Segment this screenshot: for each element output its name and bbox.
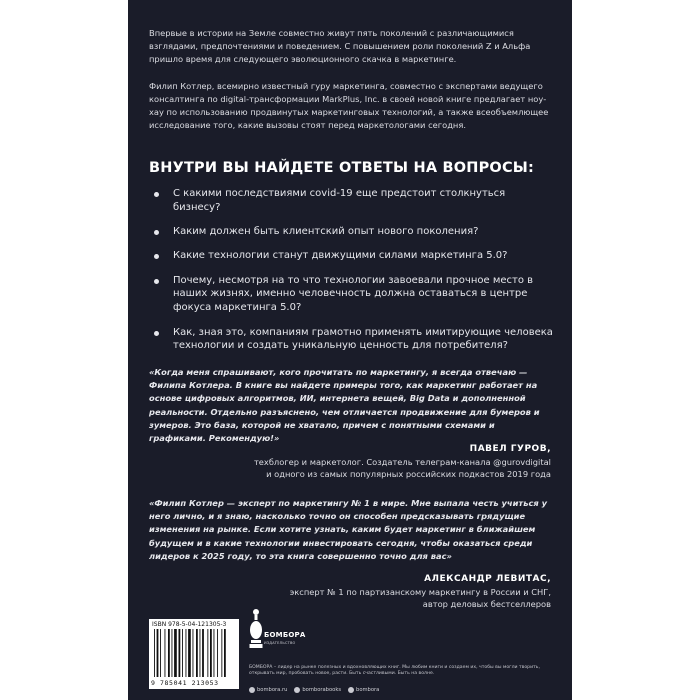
book-back-cover [128,0,572,700]
social-label: bombora [356,687,380,693]
social-website[interactable] [249,687,287,693]
questions-title: ВНУТРИ ВЫ НАЙДЕТЕ ОТВЕТЫ НА ВОПРОСЫ: [149,160,535,176]
question-item [154,225,554,239]
social-label: bomborabooks [302,687,342,693]
questions-list [154,187,554,364]
globe-icon [249,687,255,693]
social-vk[interactable] [294,687,341,693]
barcode-number: 9 785041 213053 [151,679,219,687]
bullet-icon [154,331,159,336]
bullet-icon [154,254,159,259]
review-author [149,573,551,611]
bullet-icon [154,230,159,235]
question-item [154,249,554,263]
social-instagram[interactable] [348,687,379,693]
author-name: АЛЕКСАНДР ЛЕВИТАС, [424,574,551,584]
barcode-bars [153,629,235,679]
publisher-socials [249,687,379,693]
intro-text [149,27,551,145]
bullet-icon [154,279,159,284]
author-role: эксперт № 1 по партизанскому маркетингу в России и СНГ, [289,586,551,597]
review-quote: «Филип Котлер — эксперт по маркетингу № 1 в мире. Мне выпала честь учиться у него лично, и я знаю, насколько точно он способен предсказывать грядущие изменения на рынке. Если хотите узнать, каким будет маркетинг в ближайшем будущем и в какие технологии инвестировать сегодня, чтобы оказаться среди лидеров к 2025 году, то эта книга совершенно точно для вас» [149,498,548,561]
question-item [154,326,554,354]
author-role: автор деловых бестселлеров [422,599,551,609]
bomb-logo-icon [249,606,263,652]
social-label: bombora.ru [257,687,288,693]
question-item [154,187,554,215]
question-text: Какие технологии станут движущими силами маркетинга 5.0? [173,250,508,262]
isbn-barcode [149,619,239,689]
intro-paragraph: Впервые в истории на Земле совместно живут пять поколений с различающимися взглядами, предпочтениями и поведением. С повышением роли поколений Z и Альфа пришло время для следующего эволюционного скачка в маркетинге. [149,28,531,65]
question-text: Как, зная это, компаниям грамотно применять имитирующие человека технологии и создать уникальную ценность для потребителя? [173,326,553,352]
review-quote: «Когда меня спрашивают, кого прочитать по маркетингу, я всегда отвечаю — Филипа Котлера. В книге вы найдете примеры того, как маркетинг работает на основе цифровых алгоритмов, ИИ, интернета вещей, Big Data и дополненной реальности. Отдельно разъяснено, чем отличается продвижение для бумеров и зумеров. Это база, которой не хватало, причем с понятными схемами и графиками. Рекомендую!» [149,367,540,444]
question-text: С какими последствиями covid-19 еще предстоит столкнуться бизнесу? [173,188,506,213]
question-item [154,274,554,315]
intro-paragraph: Филип Котлер, всемирно известный гуру маркетинга, совместно с экспертами ведущего консалтинга по digital-трансформации MarkPlus, Inc. в своей новой книге предлагает ноу-хау по использованию продвинутых маркетинговых технологий, а также всеобъемлющее исследование того, какие вызовы стоят перед маркетологами сегодня. [149,80,549,131]
publisher-blurb: БОМБОРА – лидер на рынке полезных и вдохновляющих книг. Мы любим книги и создаем их, чтобы вы могли творить, открывать мир, пробовать новое, расти. Быть счастливыми. Быть на волне. [249,665,540,676]
publisher-name: БОМБОРА [264,631,306,639]
bullet-icon [154,192,159,197]
question-text: Почему, несмотря на то что технологии завоевали прочное место в наших жизнях, именно человечность должна оставаться в центре фокуса маркетинга 5.0? [173,274,534,314]
question-text: Каким должен быть клиентский опыт нового поколения? [173,226,479,238]
vk-icon [294,687,300,693]
isbn-label: ISBN 978-5-04-121305-3 [152,621,227,628]
review-author [149,443,551,481]
instagram-icon [348,687,354,693]
publisher-logo [249,606,306,658]
publisher-sub: ИЗДАТЕЛЬСТВО [264,641,296,645]
author-role: техблогер и маркетолог. Создатель телеграм-канала @gurovdigital [253,456,551,467]
author-role: и одного из самых популярных российских подкастов 2019 года [266,469,551,479]
author-name: ПАВЕЛ ГУРОВ, [469,444,551,454]
